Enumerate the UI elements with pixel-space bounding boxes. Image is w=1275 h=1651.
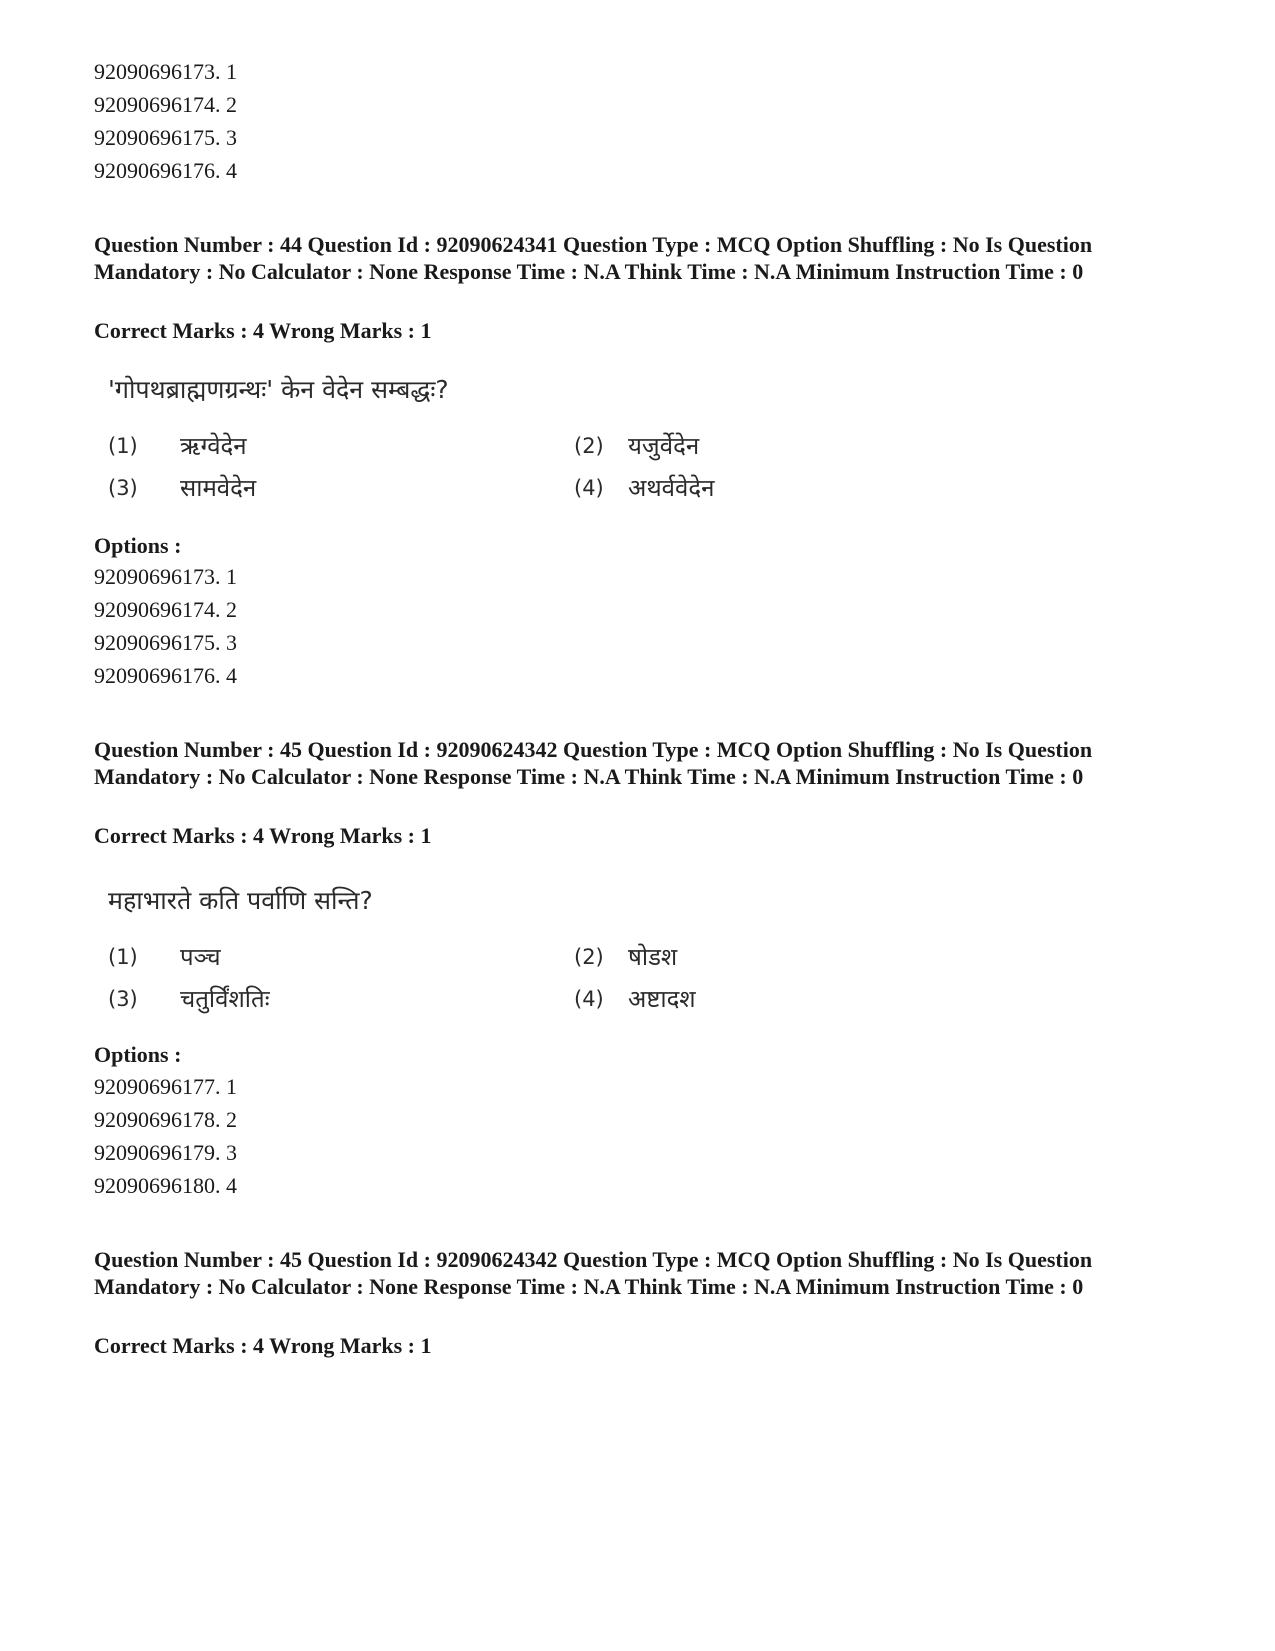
marks-line: Correct Marks : 4 Wrong Marks : 1	[94, 823, 432, 848]
option-line: 92090696175. 3	[94, 125, 237, 150]
choice-number: (1)	[108, 434, 138, 458]
question-text: महाभारते कति पर्वाणि सन्ति?	[108, 886, 373, 915]
option-line: 92090696180. 4	[94, 1173, 237, 1198]
choice-row	[108, 425, 788, 467]
choice-row	[108, 978, 788, 1020]
choice-number: (3)	[108, 987, 138, 1011]
question-text: 'गोपथब्राह्मणग्रन्थः' केन वेदेन सम्बद्धः?	[108, 375, 449, 404]
option-line: 92090696175. 3	[94, 630, 237, 655]
choice-text: चतुर्विंशतिः	[180, 985, 270, 1013]
option-line: 92090696179. 3	[94, 1140, 237, 1165]
option-line: 92090696178. 2	[94, 1107, 237, 1132]
options-heading: Options :	[94, 533, 182, 558]
choice-text: सामवेदेन	[180, 474, 257, 502]
option-line: 92090696177. 1	[94, 1074, 237, 1099]
choice-text: षोडश	[628, 943, 678, 971]
options-list	[94, 55, 237, 187]
options-heading: Options :	[94, 1042, 182, 1067]
choice-number: (4)	[574, 987, 604, 1011]
choice-number: (2)	[574, 945, 604, 969]
marks-line: Correct Marks : 4 Wrong Marks : 1	[94, 318, 432, 343]
choice-text: अष्टादश	[628, 985, 696, 1013]
choice-number: (3)	[108, 476, 138, 500]
option-line: 92090696174. 2	[94, 597, 237, 622]
choice-number: (4)	[574, 476, 604, 500]
question-image	[108, 884, 788, 1020]
choice-row	[108, 467, 788, 509]
choice-text: अथर्ववेदेन	[628, 474, 715, 502]
options-list	[94, 1070, 237, 1202]
choice-text: यजुर्वेदेन	[628, 432, 700, 460]
choice-number: (1)	[108, 945, 138, 969]
choice-row	[108, 936, 788, 978]
question-metadata: Question Number : 45 Question Id : 92090624342 Question Type : MCQ Option Shuffling : No Is Question Mandatory : No Calculator : None Response Time : N.A Think Time : N.A Minimum Instruction Time : 0	[94, 737, 1093, 789]
question-metadata: Question Number : 45 Question Id : 92090624342 Question Type : MCQ Option Shuffling : No Is Question Mandatory : No Calculator : None Response Time : N.A Think Time : N.A Minimum Instruction Time : 0	[94, 1247, 1093, 1299]
choice-number: (2)	[574, 434, 604, 458]
question-image	[108, 373, 788, 509]
option-line: 92090696176. 4	[94, 158, 237, 183]
question-metadata: Question Number : 44 Question Id : 92090624341 Question Type : MCQ Option Shuffling : No Is Question Mandatory : No Calculator : None Response Time : N.A Think Time : N.A Minimum Instruction Time : 0	[94, 232, 1093, 284]
options-list	[94, 560, 237, 692]
option-line: 92090696173. 1	[94, 564, 237, 589]
choice-text: ऋग्वेदेन	[180, 432, 247, 460]
marks-line: Correct Marks : 4 Wrong Marks : 1	[94, 1333, 432, 1358]
option-line: 92090696176. 4	[94, 663, 237, 688]
option-line: 92090696173. 1	[94, 59, 237, 84]
option-line: 92090696174. 2	[94, 92, 237, 117]
choice-text: पञ्च	[180, 943, 221, 971]
